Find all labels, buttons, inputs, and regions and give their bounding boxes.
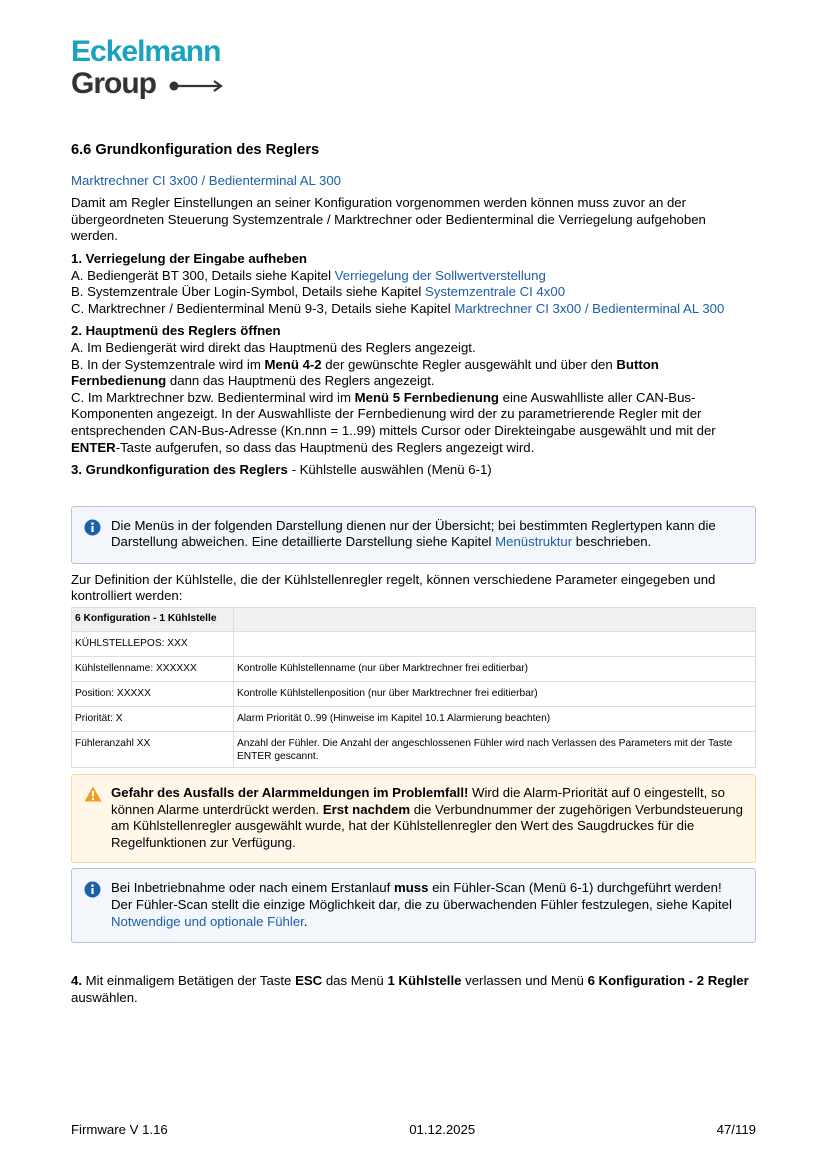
logo-text-group: Group bbox=[71, 67, 156, 100]
step-1-heading: 1. Verriegelung der Eingabe aufheben bbox=[71, 250, 307, 266]
table-row: Fühleranzahl XX Anzahl der Fühler. Die Anzahl der angeschlossenen Fühler wird nach Verlassen des Parameters mit der Taste ENTER gescannt. bbox=[72, 732, 756, 768]
logo-text-eckelmann: Eckelmann bbox=[71, 35, 221, 68]
warning-box: Gefahr des Ausfalls der Alarmmeldungen im Problemfall! Wird die Alarm-Priorität auf 0 eingestellt, so können Alarme unterdrückt werden. Erst nachdem die Verbundnummer der zugehörigen Verbundsteuerung am Kühlstellenregler ausgewählt wurde, hat der Kühlstellenregler den Wert des Saugdruckes für die Regelfunktionen zur Verfügung. bbox=[71, 774, 756, 863]
link-marktrechner[interactable]: Marktrechner CI 3x00 / Bedienterminal AL 300 bbox=[454, 300, 725, 316]
info-note-fuehler-scan: Bei Inbetriebnahme oder nach einem Erstanlauf muss ein Fühler-Scan (Menü 6-1) durchgeführt werden! Der Fühler-Scan stellt die einzige Möglichkeit dar, die zu überwachenden Fühler festzulegen, siehe Kapitel Notwendige und optionale Fühler. bbox=[71, 868, 756, 943]
info-icon bbox=[84, 881, 101, 898]
info-note-menus: Die Menüs in der folgenden Darstellung dienen nur der Übersicht; bei bestimmten Reglertypen kann die Darstellung abweichen. Eine detaillierte Darstellung siehe Kapitel Menüstruktur beschrieben. bbox=[71, 506, 756, 564]
step-3: 3. Grundkonfiguration des Reglers - Kühlstelle auswählen (Menü 6-1) bbox=[71, 462, 492, 478]
table-row: KÜHLSTELLEPOS: XXX bbox=[72, 632, 756, 657]
link-verriegelung[interactable]: Verriegelung der Sollwertverstellung bbox=[334, 267, 546, 283]
eckelmann-logo bbox=[71, 36, 226, 100]
table-header-cell bbox=[234, 608, 756, 632]
step-1-b: B. Systemzentrale Über Login-Symbol, Details siehe Kapitel Systemzentrale CI 4x00 bbox=[71, 284, 566, 300]
logo-line-group bbox=[71, 68, 226, 100]
step-1 bbox=[71, 251, 756, 317]
page-content bbox=[71, 142, 756, 1006]
step-1-a: A. Bediengerät BT 300, Details siehe Kapitel Verriegelung der Sollwertverstellung bbox=[71, 267, 546, 283]
footer-firmware: Firmware V 1.16 bbox=[71, 1122, 168, 1137]
intro-paragraph: Damit am Regler Einstellungen an seiner Konfiguration vorgenommen werden können muss zuvor an der übergeordneten Steuerung Systemzentrale / Marktrechner oder Bedienterminal die Verriegelung aufgehoben werden. bbox=[71, 195, 706, 244]
step-2 bbox=[71, 323, 756, 456]
link-notwendige-fuehler[interactable]: Notwendige und optionale Fühler bbox=[111, 913, 304, 929]
step-2-c: C. Im Marktrechner bzw. Bedienterminal wird im Menü 5 Fernbedienung eine Auswahlliste aller CAN-Bus-Komponenten angezeigt. In der Auswahlliste der Fernbedienung wird der zu parametrierende Regler mit der entsprechenden CAN-Bus-Adresse (Kn.nnn = 1..99) mittels Cursor oder Direkteingabe ausgewählt und mit der ENTER-Taste aufgerufen, so dass das Hauptmenü des Reglers angezeigt wird. bbox=[71, 389, 716, 455]
step-4: 4. Mit einmaligem Betätigen der Taste ESC das Menü 1 Kühlstelle verlassen und Menü 6 Konfiguration - 2 Regler auswählen. bbox=[71, 973, 749, 1005]
section-subtitle: Marktrechner CI 3x00 / Bedienterminal AL 300 bbox=[71, 172, 341, 188]
link-systemzentrale[interactable]: Systemzentrale CI 4x00 bbox=[425, 284, 566, 300]
footer-page-number: 47/119 bbox=[716, 1122, 756, 1137]
definition-paragraph: Zur Definition der Kühlstelle, die der Kühlstellenregler regelt, können verschiedene Parameter eingegeben und kontrolliert werden: bbox=[71, 571, 716, 604]
table-row: Priorität: X Alarm Priorität 0..99 (Hinweise im Kapitel 10.1 Alarmierung beachten) bbox=[72, 707, 756, 732]
section-title: 6.6 Grundkonfiguration des Reglers bbox=[71, 142, 320, 158]
warning-icon bbox=[84, 786, 102, 802]
link-menuestruktur[interactable]: Menüstruktur bbox=[495, 534, 573, 550]
table-row: Kühlstellenname: XXXXXX Kontrolle Kühlstellenname (nur über Marktrechner frei editierbar) bbox=[72, 657, 756, 682]
table-header-cell: 6 Konfiguration - 1 Kühlstelle bbox=[72, 608, 234, 632]
step-2-b: B. In der Systemzentrale wird im Menü 4-2 der gewünschte Regler ausgewählt und über den Button Fernbedienung dann das Hauptmenü des Reglers angezeigt. bbox=[71, 356, 659, 389]
page-footer bbox=[71, 1122, 756, 1137]
step-1-c: C. Marktrechner / Bedienterminal Menü 9-3, Details siehe Kapitel Marktrechner CI 3x00 / Bedienterminal AL 300 bbox=[71, 300, 725, 316]
step-2-heading: 2. Hauptmenü des Reglers öffnen bbox=[71, 323, 281, 339]
arrow-right-icon bbox=[168, 80, 226, 92]
table-row: Position: XXXXX Kontrolle Kühlstellenposition (nur über Marktrechner frei editierbar) bbox=[72, 682, 756, 707]
step-2-a: A. Im Bediengerät wird direkt das Hauptmenü des Reglers angezeigt. bbox=[71, 339, 476, 355]
config-table bbox=[71, 607, 756, 768]
footer-date: 01.12.2025 bbox=[409, 1122, 476, 1137]
table-header-row bbox=[72, 608, 756, 632]
info-icon bbox=[84, 519, 101, 536]
